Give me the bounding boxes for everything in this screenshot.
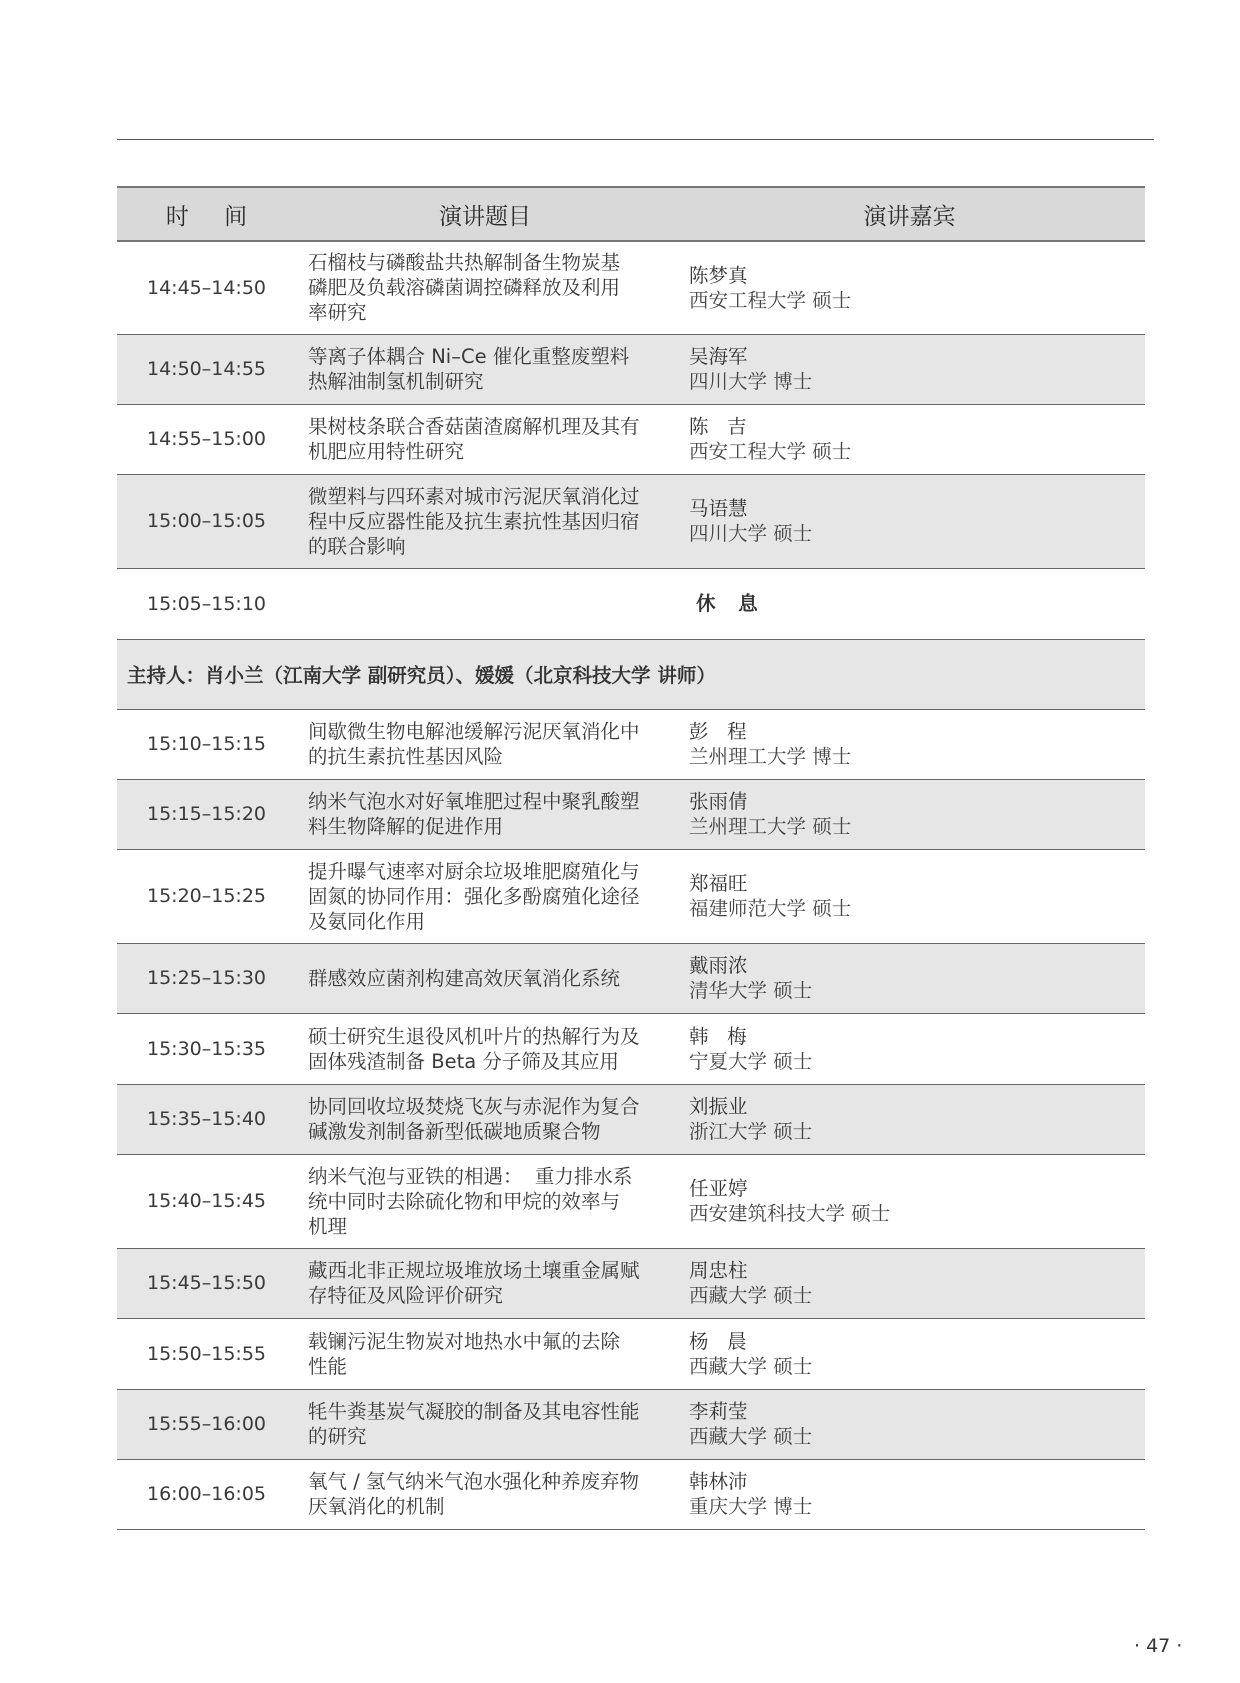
row-guest xyxy=(674,474,1145,568)
guest-affiliation: 四川大学 硕士 xyxy=(689,522,813,545)
row-topic: 石榴枝与磷酸盐共热解制备生物炭基 磷肥及负载溶磷菌调控磷释放及利用 率研究 xyxy=(296,241,674,334)
guest-name: 陈梦真 xyxy=(689,263,748,287)
row-time: 14:55–15:00 xyxy=(117,404,296,474)
guest-affiliation: 四川大学 博士 xyxy=(689,370,813,393)
break-label: 休 息 xyxy=(696,592,766,615)
schedule-table xyxy=(117,186,1145,1530)
guest-affiliation: 兰州理工大学 硕士 xyxy=(689,815,852,838)
break-guest xyxy=(674,568,1145,639)
break-topic-empty xyxy=(296,568,674,639)
guest-name: 马语慧 xyxy=(689,497,748,520)
row-time: 14:45–14:50 xyxy=(117,241,296,334)
header-topic: 演讲题目 xyxy=(296,187,674,241)
guest-affiliation: 西藏大学 硕士 xyxy=(689,1425,813,1448)
break-time: 15:05–15:10 xyxy=(117,568,296,639)
row-time: 15:35–15:40 xyxy=(117,1084,296,1154)
row-topic: 等离子体耦合 Ni–Ce 催化重整废塑料 热解油制氢机制研究 xyxy=(296,334,674,404)
table-row xyxy=(117,943,1145,1013)
table-row xyxy=(117,334,1145,404)
guest-affiliation: 浙江大学 硕士 xyxy=(689,1120,813,1143)
guest-name: 陈 吉 xyxy=(689,415,747,438)
table-row xyxy=(117,779,1145,849)
table-row xyxy=(117,1318,1145,1389)
table-row xyxy=(117,1459,1145,1529)
row-topic: 协同回收垃圾焚烧飞灰与赤泥作为复合 碱激发剂制备新型低碳地质聚合物 xyxy=(296,1084,674,1154)
row-time: 16:00–16:05 xyxy=(117,1459,296,1529)
guest-affiliation: 兰州理工大学 博士 xyxy=(689,745,852,768)
row-guest xyxy=(674,1013,1145,1084)
guest-affiliation: 西安工程大学 硕士 xyxy=(689,288,852,312)
row-topic: 氧气 / 氢气纳米气泡水强化种养废弃物 厌氧消化的机制 xyxy=(296,1459,674,1529)
break-row xyxy=(117,568,1145,639)
row-topic: 微塑料与四环素对城市污泥厌氧消化过 程中反应器性能及抗生素抗性基因归宿 的联合影响 xyxy=(296,474,674,568)
header-time: 时 间 xyxy=(117,187,296,241)
page-number: · 47 · xyxy=(1134,1635,1183,1657)
guest-name: 李莉莹 xyxy=(689,1400,748,1423)
guest-affiliation: 宁夏大学 硕士 xyxy=(689,1049,813,1073)
host-label: 主持人：肖小兰（江南大学 副研究员）、媛媛（北京科技大学 讲师） xyxy=(117,639,1145,709)
guest-name: 周忠柱 xyxy=(689,1259,748,1282)
row-time: 15:45–15:50 xyxy=(117,1248,296,1318)
row-guest xyxy=(674,1154,1145,1248)
host-row xyxy=(117,639,1145,709)
row-time: 15:20–15:25 xyxy=(117,849,296,943)
row-topic: 硕士研究生退役风机叶片的热解行为及 固体残渣制备 Beta 分子筛及其应用 xyxy=(296,1013,674,1084)
row-guest xyxy=(674,1084,1145,1154)
table-row xyxy=(117,474,1145,568)
guest-name: 韩 梅 xyxy=(689,1024,747,1048)
row-time: 15:50–15:55 xyxy=(117,1318,296,1389)
row-topic: 提升曝气速率对厨余垃圾堆肥腐殖化与 固氮的协同作用：强化多酚腐殖化途径 及氨同化作用 xyxy=(296,849,674,943)
row-topic: 载镧污泥生物炭对地热水中氟的去除 性能 xyxy=(296,1318,674,1389)
row-time: 15:00–15:05 xyxy=(117,474,296,568)
guest-name: 郑福旺 xyxy=(689,872,748,895)
row-topic: 藏西北非正规垃圾堆放场土壤重金属赋 存特征及风险评价研究 xyxy=(296,1248,674,1318)
table-row xyxy=(117,849,1145,943)
row-guest xyxy=(674,709,1145,779)
row-topic: 果树枝条联合香菇菌渣腐解机理及其有 机肥应用特性研究 xyxy=(296,404,674,474)
row-guest xyxy=(674,404,1145,474)
header-row xyxy=(117,187,1145,241)
guest-affiliation: 西安建筑科技大学 硕士 xyxy=(689,1202,891,1225)
table-row xyxy=(117,1389,1145,1459)
row-time: 15:10–15:15 xyxy=(117,709,296,779)
row-topic: 间歇微生物电解池缓解污泥厌氧消化中 的抗生素抗性基因风险 xyxy=(296,709,674,779)
row-guest xyxy=(674,334,1145,404)
guest-affiliation: 西藏大学 硕士 xyxy=(689,1284,813,1307)
table-row xyxy=(117,1154,1145,1248)
guest-affiliation: 西藏大学 硕士 xyxy=(689,1354,813,1378)
row-topic: 纳米气泡水对好氧堆肥过程中聚乳酸塑 料生物降解的促进作用 xyxy=(296,779,674,849)
guest-name: 杨 晨 xyxy=(689,1329,747,1353)
row-topic: 群感效应菌剂构建高效厌氧消化系统 xyxy=(296,943,674,1013)
row-time: 15:15–15:20 xyxy=(117,779,296,849)
guest-name: 吴海军 xyxy=(689,345,748,368)
row-time: 15:25–15:30 xyxy=(117,943,296,1013)
row-guest xyxy=(674,943,1145,1013)
table-row xyxy=(117,1084,1145,1154)
table-row xyxy=(117,709,1145,779)
table-row xyxy=(117,1013,1145,1084)
row-guest xyxy=(674,1318,1145,1389)
row-guest xyxy=(674,1459,1145,1529)
header-guest: 演讲嘉宾 xyxy=(674,187,1145,241)
row-topic: 牦牛粪基炭气凝胶的制备及其电容性能 的研究 xyxy=(296,1389,674,1459)
row-guest xyxy=(674,849,1145,943)
table-row xyxy=(117,1248,1145,1318)
row-time: 15:30–15:35 xyxy=(117,1013,296,1084)
row-guest xyxy=(674,1248,1145,1318)
top-rule xyxy=(117,139,1154,140)
guest-name: 刘振业 xyxy=(689,1095,748,1118)
guest-affiliation: 重庆大学 博士 xyxy=(689,1495,813,1518)
row-topic: 纳米气泡与亚铁的相遇： 重力排水系 统中同时去除硫化物和甲烷的效率与 机理 xyxy=(296,1154,674,1248)
guest-affiliation: 福建师范大学 硕士 xyxy=(689,897,852,920)
row-time: 15:55–16:00 xyxy=(117,1389,296,1459)
row-time: 15:40–15:45 xyxy=(117,1154,296,1248)
guest-name: 戴雨浓 xyxy=(689,954,748,977)
guest-name: 韩林沛 xyxy=(689,1470,748,1493)
row-time: 14:50–14:55 xyxy=(117,334,296,404)
table-row xyxy=(117,404,1145,474)
row-guest xyxy=(674,779,1145,849)
guest-affiliation: 西安工程大学 硕士 xyxy=(689,440,852,463)
guest-name: 张雨倩 xyxy=(689,790,748,813)
guest-name: 任亚婷 xyxy=(689,1177,748,1200)
row-guest xyxy=(674,241,1145,334)
guest-name: 彭 程 xyxy=(689,720,747,743)
row-guest xyxy=(674,1389,1145,1459)
guest-affiliation: 清华大学 硕士 xyxy=(689,979,813,1002)
table-row xyxy=(117,241,1145,334)
